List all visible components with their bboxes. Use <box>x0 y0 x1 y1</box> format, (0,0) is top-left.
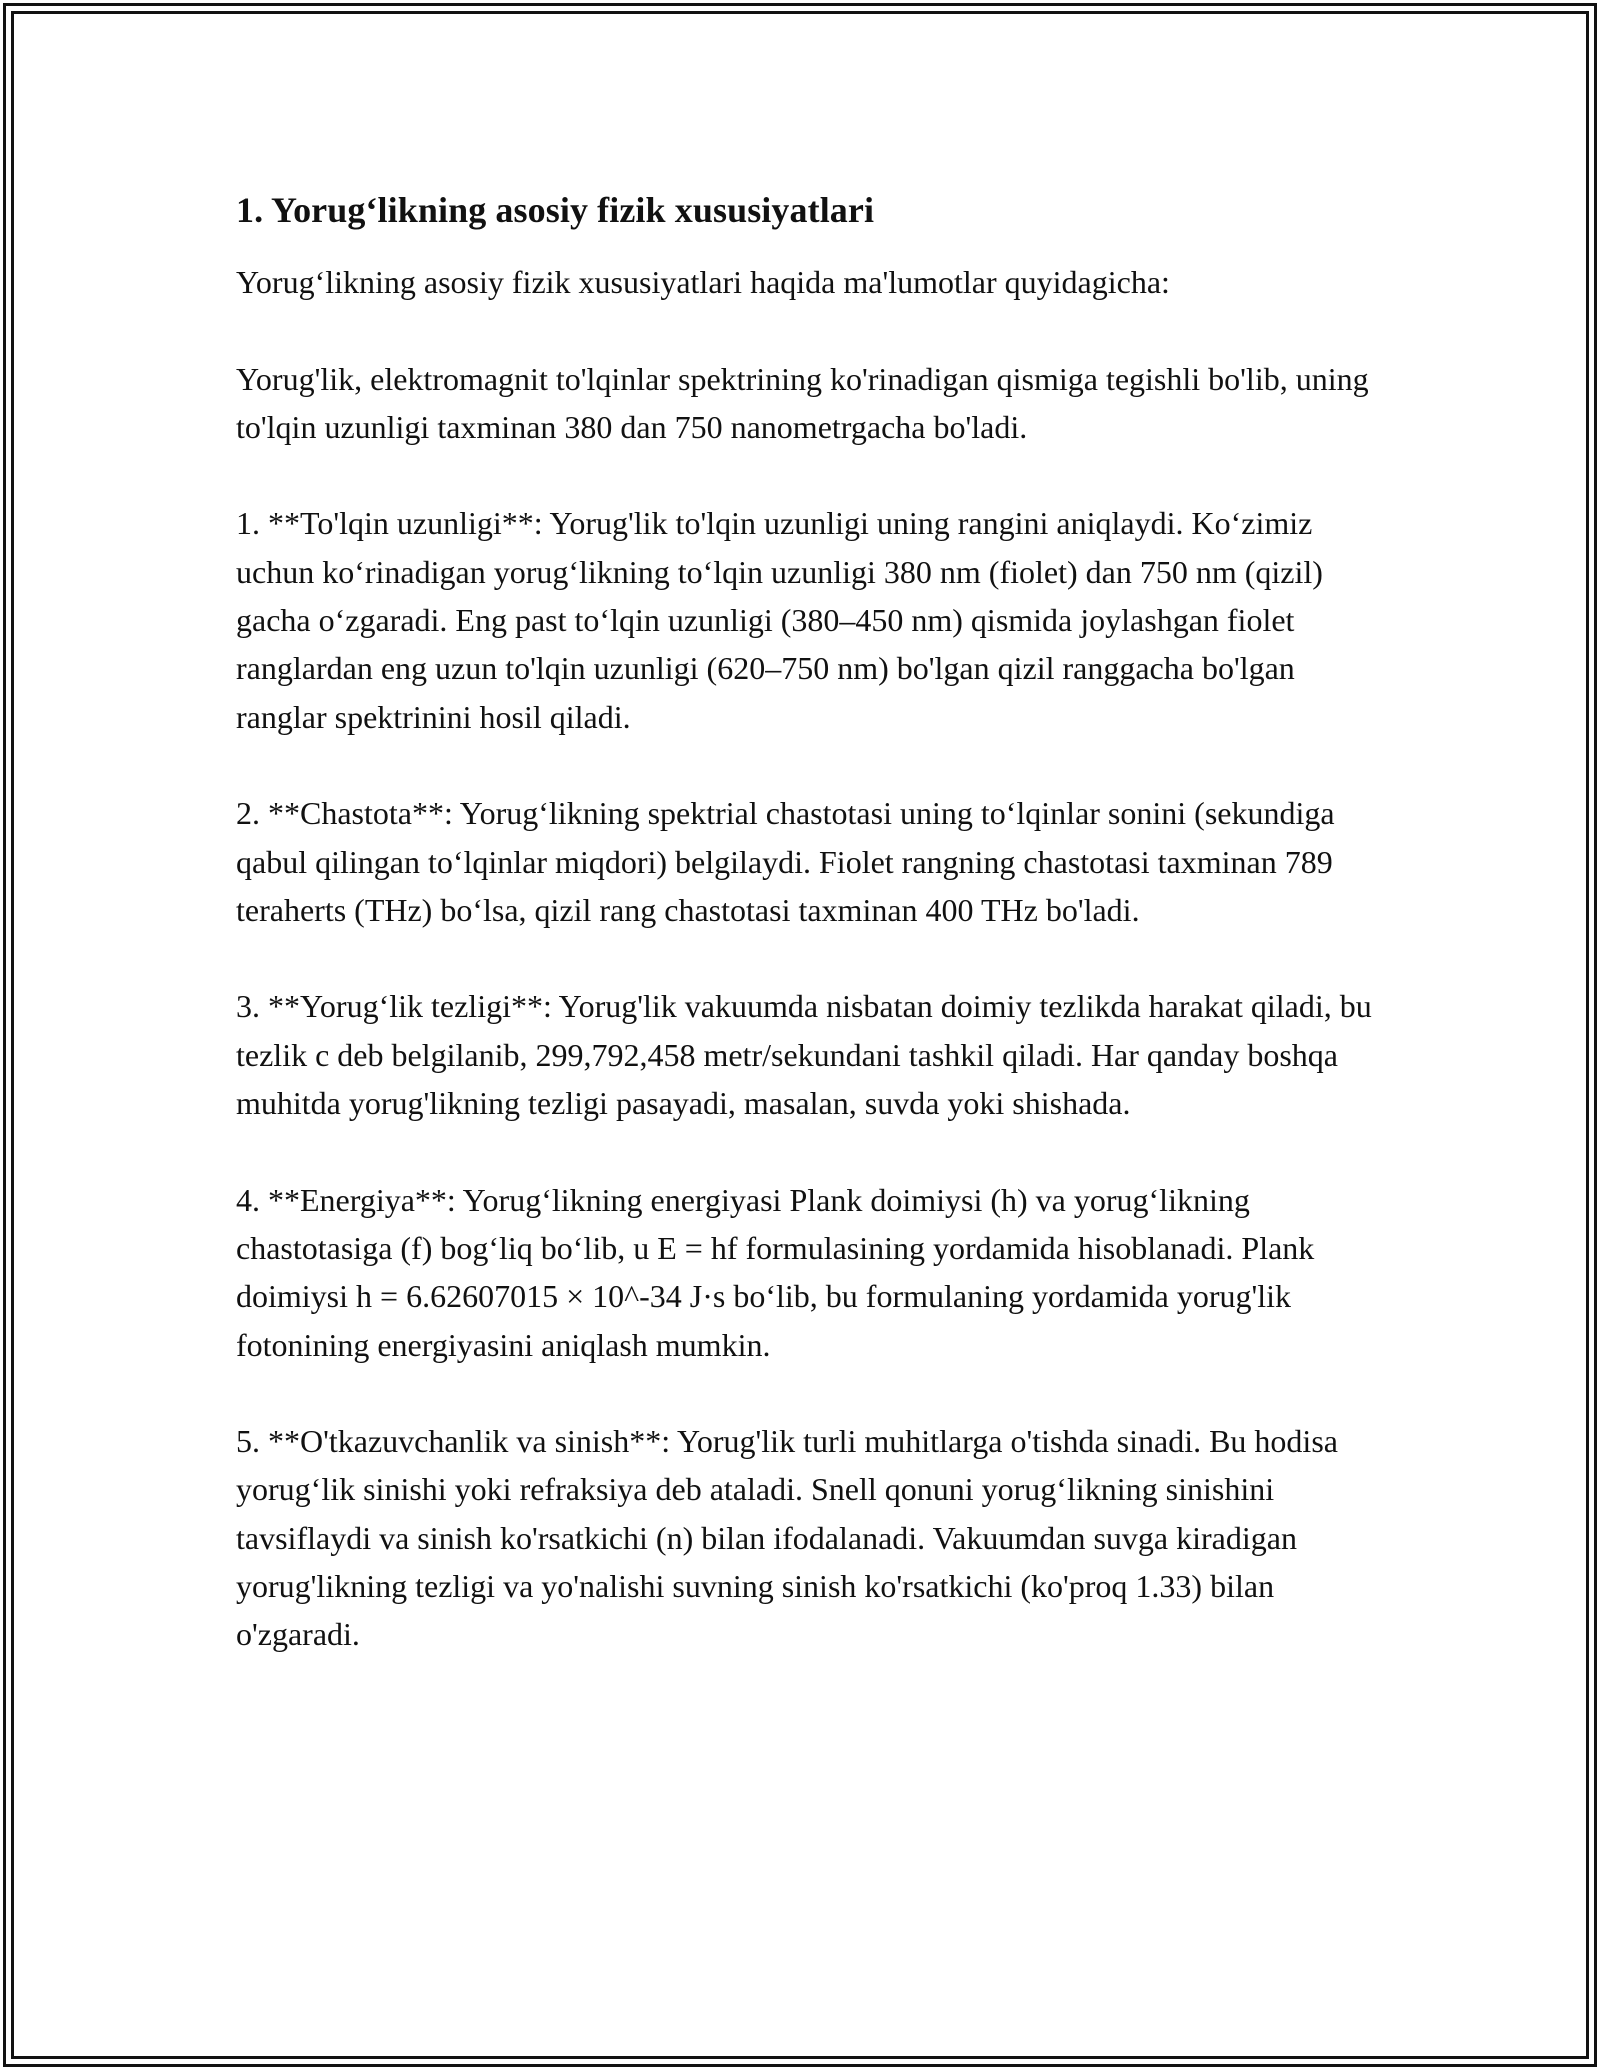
item-wavelength: 1. **To'lqin uzunligi**: Yorug'lik to'lqin uzunligi uning rangini aniqlaydi. Ko‘zimiz uchun ko‘rinadigan yorug‘likning to‘lqin uzunligi 380 nm (fiolet) dan 750 nm (qizil) gacha o‘zgaradi. Eng past to‘lqin uzunligi (380–450 nm) qismida joylashgan fiolet ranglardan eng uzun to'lqin uzunligi (620–750 nm) bo'lgan qizil ranggacha bo'lgan ranglar spektrinini hosil qiladi. <box>236 505 1323 735</box>
item-energy: 4. **Energiya**: Yorug‘likning energiyasi Plank doimiysi (h) va yorug‘likning chastotasiga (f) bog‘liq bo‘lib, u E = hf formulasining yordamida hisoblanadi. Plank doimiysi h = 6.62607015 × 10^-34 J·s bo‘lib, bu formulaning yordamida yorug'lik fotonining energiyasini aniqlash mumkin. <box>236 1181 1315 1363</box>
item-speed-of-light: 3. **Yorug‘lik tezligi**: Yorug'lik vakuumda nisbatan doimiy tezlikda harakat qiladi, bu tezlik c deb belgilanib, 299,792,458 metr/sekundani tashkil qiladi. Har qanday boshqa muhitda yorug'likning tezligi pasayadi, masalan, suvda yoki shishada. <box>236 988 1372 1122</box>
section-heading: 1. Yorug‘likning asosiy fizik xususiyatlari <box>236 190 875 230</box>
intro-paragraph: Yorug'lik, elektromagnit to'lqinlar spektrining ko'rinadigan qismiga tegishli bo'lib, uning to'lqin uzunligi taxminan 380 dan 750 nanometrgacha bo'ladi. <box>236 360 1369 445</box>
document-body <box>236 186 1376 1659</box>
item-refraction: 5. **O'tkazuvchanlik va sinish**: Yorug'lik turli muhitlarga o'tishda sinadi. Bu hodisa yorug‘lik sinishi yoki refraksiya deb ataladi. Snell qonuni yorug‘likning sinishini tavsiflaydi va sinish ko'rsatkichi (n) bilan ifodalanadi. Vakuumdan suvga kiradigan yorug'likning tezligi va yo'nalishi suvning sinish ko'rsatkichi (ko'proq 1.33) bilan o'zgaradi. <box>236 1423 1338 1653</box>
intro-line: Yorug‘likning asosiy fizik xususiyatlari haqida ma'lumotlar quyidagicha: <box>236 264 1170 300</box>
item-frequency: 2. **Chastota**: Yorug‘likning spektrial chastotasi uning to‘lqinlar sonini (sekundiga qabul qilingan to‘lqinlar miqdori) belgilaydi. Fiolet rangning chastotasi taxminan 789 teraherts (THz) bo‘lsa, qizil rang chastotasi taxminan 400 THz bo'ladi. <box>236 795 1335 928</box>
